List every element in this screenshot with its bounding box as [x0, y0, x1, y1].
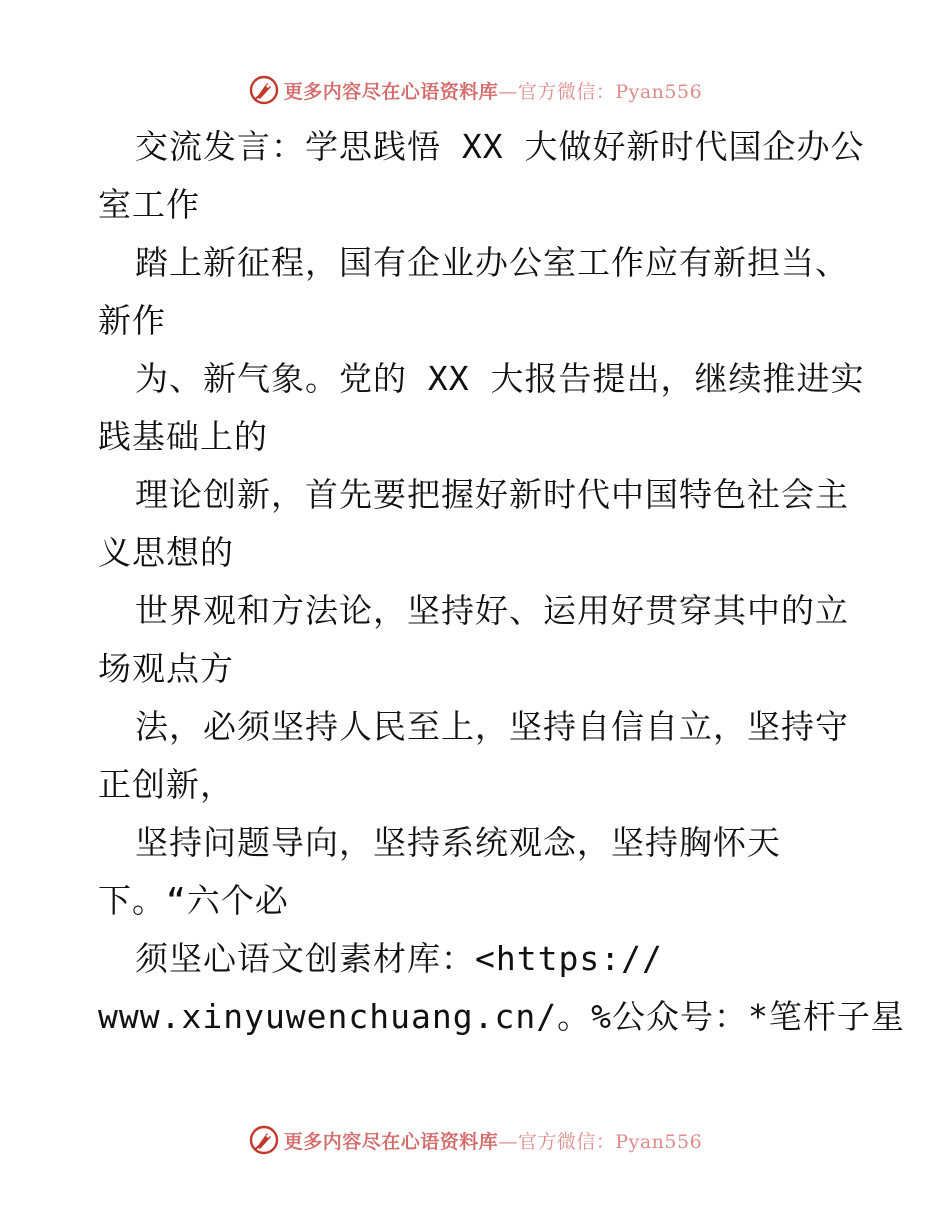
document-line: 为、新气象。党的 XX 大报告提出，继续推进实: [135, 359, 865, 398]
footer-banner-main: 更多内容尽在心语资料库: [283, 1130, 499, 1153]
document-line: 新作: [98, 301, 166, 340]
document-line: 场观点方: [98, 649, 234, 688]
pen-nib-logo-icon: [248, 1124, 280, 1156]
header-banner-account: Pyan556: [615, 80, 703, 103]
document-line: 室工作: [98, 185, 200, 224]
document-line: 法，必须坚持人民至上，坚持自信自立，坚持守: [135, 707, 849, 746]
document-line: 义思想的: [98, 533, 234, 572]
document-line: 须坚心语文创素材库：<https://: [135, 939, 663, 978]
footer-banner-text: [284, 1127, 702, 1154]
footer-banner: [0, 1120, 950, 1160]
document-line: 坚持问题导向，坚持系统观念，坚持胸怀天: [135, 823, 781, 862]
header-banner-content: [248, 74, 702, 106]
footer-banner-content: [248, 1124, 702, 1156]
document-link-line: www.xinyuwenchuang.cn/。%公众号：*笔杆子星: [98, 997, 905, 1036]
header-banner-sub: 官方微信：: [517, 80, 616, 103]
document-line: 下。“六个必: [98, 881, 289, 920]
header-banner: [0, 70, 950, 110]
footer-banner-sub: 官方微信：: [517, 1130, 616, 1153]
document-line: 理论创新，首先要把握好新时代中国特色社会主: [135, 475, 849, 514]
document-line: 世界观和方法论，坚持好、运用好贯穿其中的立: [135, 591, 849, 630]
document-body: [98, 118, 905, 1046]
document-line: 践基础上的: [98, 417, 268, 456]
pen-nib-logo-icon: [248, 74, 280, 106]
document-line: 正创新，: [98, 765, 234, 804]
footer-banner-account: Pyan556: [615, 1130, 703, 1153]
header-banner-text: [284, 77, 702, 104]
footer-banner-separator: —: [498, 1130, 518, 1153]
header-banner-separator: —: [498, 80, 518, 103]
document-line: 踏上新征程，国有企业办公室工作应有新担当、: [135, 243, 849, 282]
document-line: 交流发言：学思践悟 XX 大做好新时代国企办公: [135, 127, 865, 166]
header-banner-main: 更多内容尽在心语资料库: [283, 80, 499, 103]
